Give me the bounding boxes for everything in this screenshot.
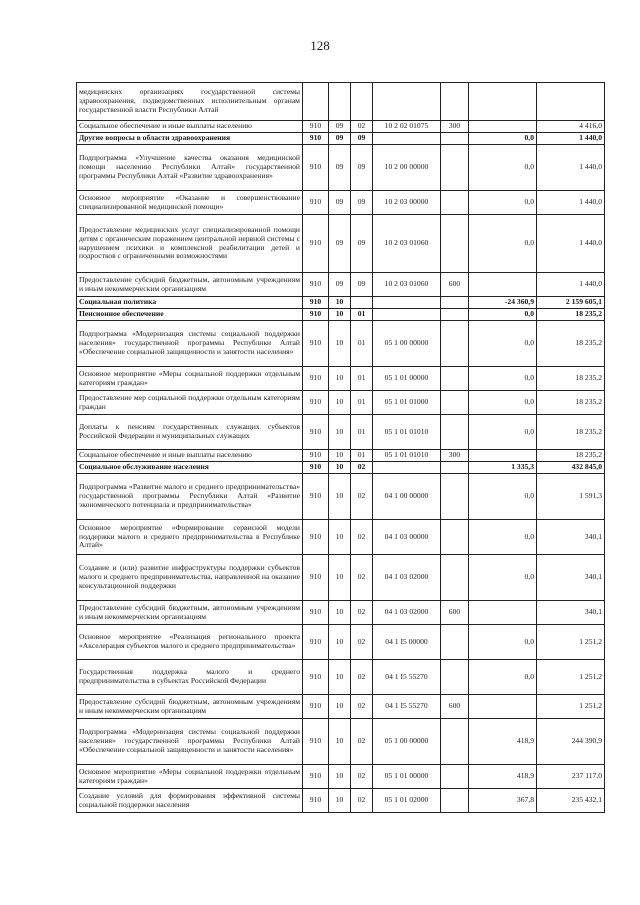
cell-subsection: 09 (351, 273, 373, 297)
table-row (77, 309, 605, 321)
cell-change-amount (469, 450, 537, 462)
cell-section: 10 (329, 695, 351, 719)
cell-subsection: 02 (351, 789, 373, 813)
cell-expense-type (441, 145, 469, 191)
cell-total-amount: 18 235,2 (537, 391, 605, 415)
cell-subsection: 02 (351, 625, 373, 660)
cell-name: Основное мероприятие «Меры социальной поддержки отдельным категориям граждан» (77, 367, 303, 391)
cell-ministry-code: 910 (303, 191, 329, 215)
cell-ministry-code: 910 (303, 474, 329, 520)
cell-expense-type (441, 391, 469, 415)
cell-target-article (373, 462, 441, 474)
cell-target-article: 05 1 01 01010 (373, 450, 441, 462)
cell-target-article: 10 2 03 01060 (373, 215, 441, 273)
cell-total-amount: 18 235,2 (537, 367, 605, 391)
cell-subsection: 02 (351, 121, 373, 133)
cell-ministry-code: 910 (303, 273, 329, 297)
cell-change-amount (469, 601, 537, 625)
cell-change-amount: 0,0 (469, 215, 537, 273)
cell-name: Подпрограмма «Модернизация системы социальной поддержки населения» государственной программы Республики Алтай «Обеспечение социальной защищенности и занятости населения» (77, 321, 303, 367)
cell-ministry-code: 910 (303, 391, 329, 415)
cell-name: Подпрограмма «Улучшение качества оказания медицинской помощи населению Республики Алтай» государственной программы Республики Алтай «Развитие здравоохранения» (77, 145, 303, 191)
cell-target-article: 04 1 00 00000 (373, 474, 441, 520)
cell-expense-type (441, 309, 469, 321)
cell-total-amount: 235 432,1 (537, 789, 605, 813)
table-row (77, 625, 605, 660)
cell-subsection: 01 (351, 415, 373, 450)
cell-ministry-code: 910 (303, 309, 329, 321)
cell-section: 10 (329, 462, 351, 474)
cell-target-article: 05 1 00 00000 (373, 321, 441, 367)
cell-change-amount (469, 121, 537, 133)
cell-ministry-code: 910 (303, 121, 329, 133)
cell-subsection: 02 (351, 765, 373, 789)
table-row (77, 133, 605, 145)
cell-section: 09 (329, 121, 351, 133)
cell-subsection: 02 (351, 474, 373, 520)
cell-expense-type (441, 297, 469, 309)
cell-ministry-code: 910 (303, 462, 329, 474)
cell-subsection: 09 (351, 215, 373, 273)
cell-ministry-code: 910 (303, 625, 329, 660)
cell-subsection: 09 (351, 191, 373, 215)
cell-name: Доплаты к пенсиям государственных служащих субъектов Российской Федерации и муниципальных служащих (77, 415, 303, 450)
table-row (77, 215, 605, 273)
cell-section: 09 (329, 191, 351, 215)
cell-expense-type (441, 321, 469, 367)
cell-change-amount: 1 335,3 (469, 462, 537, 474)
cell-expense-type (441, 660, 469, 695)
cell-expense-type (441, 215, 469, 273)
cell-expense-type (441, 462, 469, 474)
cell-ministry-code: 910 (303, 660, 329, 695)
cell-name: Предоставление субсидий бюджетным, автономным учреждениям и иным некоммерческим организациям (77, 695, 303, 719)
cell-section: 10 (329, 415, 351, 450)
cell-target-article: 05 1 01 01000 (373, 391, 441, 415)
cell-total-amount: 18 235,2 (537, 450, 605, 462)
cell-target-article: 04 1 03 02000 (373, 601, 441, 625)
cell-ministry-code: 910 (303, 215, 329, 273)
cell-subsection (351, 83, 373, 121)
cell-section: 10 (329, 367, 351, 391)
cell-section: 09 (329, 145, 351, 191)
cell-ministry-code: 910 (303, 367, 329, 391)
table-row (77, 191, 605, 215)
cell-change-amount (469, 273, 537, 297)
cell-expense-type (441, 415, 469, 450)
cell-ministry-code: 910 (303, 133, 329, 145)
cell-subsection: 02 (351, 520, 373, 555)
cell-section: 10 (329, 391, 351, 415)
cell-subsection: 09 (351, 145, 373, 191)
cell-change-amount: 0,0 (469, 191, 537, 215)
cell-section: 10 (329, 297, 351, 309)
cell-change-amount: -24 360,9 (469, 297, 537, 309)
budget-table-body (77, 83, 605, 813)
cell-ministry-code: 910 (303, 719, 329, 765)
cell-subsection: 02 (351, 660, 373, 695)
cell-total-amount: 18 235,2 (537, 415, 605, 450)
cell-name: Государственная поддержка малого и среднего предпринимательства в субъектах Российской Федерации (77, 660, 303, 695)
cell-subsection: 02 (351, 462, 373, 474)
cell-change-amount: 0,0 (469, 415, 537, 450)
table-row (77, 765, 605, 789)
cell-total-amount: 1 440,0 (537, 133, 605, 145)
cell-name: Другие вопросы в области здравоохранения (77, 133, 303, 145)
cell-expense-type (441, 765, 469, 789)
cell-section: 09 (329, 133, 351, 145)
cell-ministry-code: 910 (303, 321, 329, 367)
cell-target-article: 05 1 00 00000 (373, 719, 441, 765)
cell-expense-type: 300 (441, 450, 469, 462)
cell-name: Предоставление мер социальной поддержки отдельным категориям граждан (77, 391, 303, 415)
cell-expense-type: 300 (441, 121, 469, 133)
table-row (77, 462, 605, 474)
cell-total-amount: 1 440,0 (537, 215, 605, 273)
cell-total-amount: 1 591,3 (537, 474, 605, 520)
table-row (77, 297, 605, 309)
cell-total-amount: 244 390,9 (537, 719, 605, 765)
cell-ministry-code: 910 (303, 297, 329, 309)
cell-total-amount: 340,1 (537, 555, 605, 601)
cell-subsection: 01 (351, 309, 373, 321)
cell-name: Основное мероприятие «Оказание и совершенствование специализированной медицинской помощи» (77, 191, 303, 215)
cell-section: 10 (329, 520, 351, 555)
cell-change-amount: 418,9 (469, 765, 537, 789)
cell-change-amount: 0,0 (469, 520, 537, 555)
table-row (77, 145, 605, 191)
cell-expense-type (441, 625, 469, 660)
cell-total-amount: 432 845,0 (537, 462, 605, 474)
table-row (77, 367, 605, 391)
cell-total-amount: 1 440,0 (537, 191, 605, 215)
cell-total-amount: 1 251,2 (537, 660, 605, 695)
cell-target-article: 04 1 I5 55270 (373, 695, 441, 719)
cell-name: Предоставление медицинских услуг специализированной помощи детям с органическим поражением центральной нервной системы с нарушением психики и комплексной реабилитации детей и подростков с ограниченными возможностями (77, 215, 303, 273)
table-row (77, 719, 605, 765)
cell-change-amount: 0,0 (469, 625, 537, 660)
cell-total-amount (537, 83, 605, 121)
cell-name: Предоставление субсидий бюджетным, автономным учреждениям и иным некоммерческим организациям (77, 601, 303, 625)
table-row (77, 415, 605, 450)
cell-name: Основное мероприятие «Формирование сервисной модели поддержки малого и среднего предпринимательства в Республике Алтай» (77, 520, 303, 555)
cell-target-article: 05 1 01 02000 (373, 789, 441, 813)
table-row (77, 660, 605, 695)
cell-section: 10 (329, 719, 351, 765)
cell-change-amount: 0,0 (469, 321, 537, 367)
cell-section: 10 (329, 321, 351, 367)
cell-expense-type (441, 719, 469, 765)
cell-subsection: 01 (351, 367, 373, 391)
cell-target-article (373, 133, 441, 145)
cell-target-article (373, 83, 441, 121)
cell-expense-type (441, 133, 469, 145)
cell-change-amount: 0,0 (469, 145, 537, 191)
cell-section: 10 (329, 309, 351, 321)
cell-target-article: 04 1 I5 00000 (373, 625, 441, 660)
cell-target-article: 04 1 03 00000 (373, 520, 441, 555)
cell-expense-type: 600 (441, 695, 469, 719)
cell-section: 10 (329, 765, 351, 789)
cell-target-article: 05 1 01 00000 (373, 765, 441, 789)
cell-change-amount: 0,0 (469, 367, 537, 391)
cell-section: 10 (329, 474, 351, 520)
cell-total-amount: 4 416,0 (537, 121, 605, 133)
cell-ministry-code: 910 (303, 695, 329, 719)
table-row (77, 601, 605, 625)
cell-ministry-code: 910 (303, 789, 329, 813)
table-row (77, 391, 605, 415)
cell-section: 10 (329, 601, 351, 625)
cell-target-article: 05 1 01 01010 (373, 415, 441, 450)
cell-ministry-code: 910 (303, 520, 329, 555)
cell-target-article: 04 1 I5 55270 (373, 660, 441, 695)
cell-ministry-code: 910 (303, 555, 329, 601)
cell-target-article: 04 1 03 02000 (373, 555, 441, 601)
cell-name: Социальное обеспечение и иные выплаты населению (77, 450, 303, 462)
cell-subsection: 02 (351, 555, 373, 601)
cell-section: 09 (329, 215, 351, 273)
cell-expense-type: 600 (441, 601, 469, 625)
budget-table (76, 82, 605, 813)
cell-subsection: 09 (351, 133, 373, 145)
cell-name: медицинских организациях государственной системы здравоохранения, подведомственных исполнительным органам государственной власти Республики Алтай (77, 83, 303, 121)
table-row (77, 83, 605, 121)
cell-name: Социальная политика (77, 297, 303, 309)
cell-name: Создание и (или) развитие инфраструктуры поддержки субъектов малого и среднего предпринимательства, направленной на оказание консультационной поддержки (77, 555, 303, 601)
cell-total-amount: 340,1 (537, 520, 605, 555)
cell-expense-type: 600 (441, 273, 469, 297)
cell-total-amount: 1 251,2 (537, 695, 605, 719)
cell-ministry-code: 910 (303, 765, 329, 789)
cell-total-amount: 237 117,0 (537, 765, 605, 789)
table-row (77, 121, 605, 133)
cell-expense-type (441, 474, 469, 520)
cell-change-amount: 0,0 (469, 474, 537, 520)
cell-subsection (351, 297, 373, 309)
table-row (77, 789, 605, 813)
cell-section: 10 (329, 450, 351, 462)
cell-change-amount (469, 83, 537, 121)
cell-target-article: 10 2 03 01060 (373, 273, 441, 297)
cell-expense-type (441, 367, 469, 391)
cell-change-amount: 0,0 (469, 391, 537, 415)
cell-target-article: 05 1 01 00000 (373, 367, 441, 391)
cell-name: Подпрограмма «Модернизация системы социальной поддержки населения» государственной программы Республики Алтай «Обеспечение социальной защищенности и занятости населения» (77, 719, 303, 765)
cell-expense-type (441, 191, 469, 215)
cell-section: 10 (329, 660, 351, 695)
cell-total-amount: 1 440,0 (537, 145, 605, 191)
cell-target-article: 10 2 00 00000 (373, 145, 441, 191)
cell-total-amount: 18 235,2 (537, 321, 605, 367)
cell-subsection: 02 (351, 601, 373, 625)
cell-name: Пенсионное обеспечение (77, 309, 303, 321)
cell-section: 10 (329, 555, 351, 601)
cell-total-amount: 340,1 (537, 601, 605, 625)
cell-expense-type (441, 789, 469, 813)
cell-subsection: 01 (351, 450, 373, 462)
cell-expense-type (441, 520, 469, 555)
cell-total-amount: 1 251,2 (537, 625, 605, 660)
cell-name: Создание условий для формирования эффективной системы социальной поддержки населения (77, 789, 303, 813)
cell-name: Подпрограмма «Развитие малого и среднего предпринимательства» государственной программы Республики Алтай «Развитие экономического потенциала и предпринимательства» (77, 474, 303, 520)
page-number: 128 (310, 38, 330, 53)
cell-target-article: 10 2 03 00000 (373, 191, 441, 215)
table-row (77, 695, 605, 719)
cell-ministry-code: 910 (303, 601, 329, 625)
cell-section (329, 83, 351, 121)
cell-name: Основное мероприятие «Реализация регионального проекта «Акселерация субъектов малого и среднего предпринимательства» (77, 625, 303, 660)
cell-subsection: 01 (351, 321, 373, 367)
cell-change-amount: 367,8 (469, 789, 537, 813)
table-row (77, 520, 605, 555)
cell-target-article (373, 309, 441, 321)
cell-expense-type (441, 83, 469, 121)
table-row (77, 450, 605, 462)
table-row (77, 273, 605, 297)
cell-name: Социальное обеспечение и иные выплаты населению (77, 121, 303, 133)
cell-change-amount: 0,0 (469, 555, 537, 601)
cell-ministry-code: 910 (303, 450, 329, 462)
cell-section: 09 (329, 273, 351, 297)
cell-change-amount: 0,0 (469, 660, 537, 695)
table-row (77, 321, 605, 367)
cell-section: 10 (329, 789, 351, 813)
cell-subsection: 01 (351, 391, 373, 415)
cell-change-amount: 418,9 (469, 719, 537, 765)
cell-target-article (373, 297, 441, 309)
cell-name: Основное мероприятие «Меры социальной поддержки отдельным категориям граждан» (77, 765, 303, 789)
cell-name: Социальное обслуживание населения (77, 462, 303, 474)
cell-change-amount: 0,0 (469, 133, 537, 145)
table-row (77, 474, 605, 520)
table-row (77, 555, 605, 601)
cell-change-amount (469, 695, 537, 719)
cell-change-amount: 0,0 (469, 309, 537, 321)
cell-name: Предоставление субсидий бюджетным, автономным учреждениям и иным некоммерческим организациям (77, 273, 303, 297)
cell-section: 10 (329, 625, 351, 660)
cell-ministry-code: 910 (303, 415, 329, 450)
cell-subsection: 02 (351, 695, 373, 719)
cell-total-amount: 2 159 605,1 (537, 297, 605, 309)
cell-total-amount: 18 235,2 (537, 309, 605, 321)
cell-subsection: 02 (351, 719, 373, 765)
cell-expense-type (441, 555, 469, 601)
cell-target-article: 10 2 02 01075 (373, 121, 441, 133)
cell-ministry-code: 910 (303, 145, 329, 191)
cell-total-amount: 1 440,0 (537, 273, 605, 297)
cell-ministry-code (303, 83, 329, 121)
